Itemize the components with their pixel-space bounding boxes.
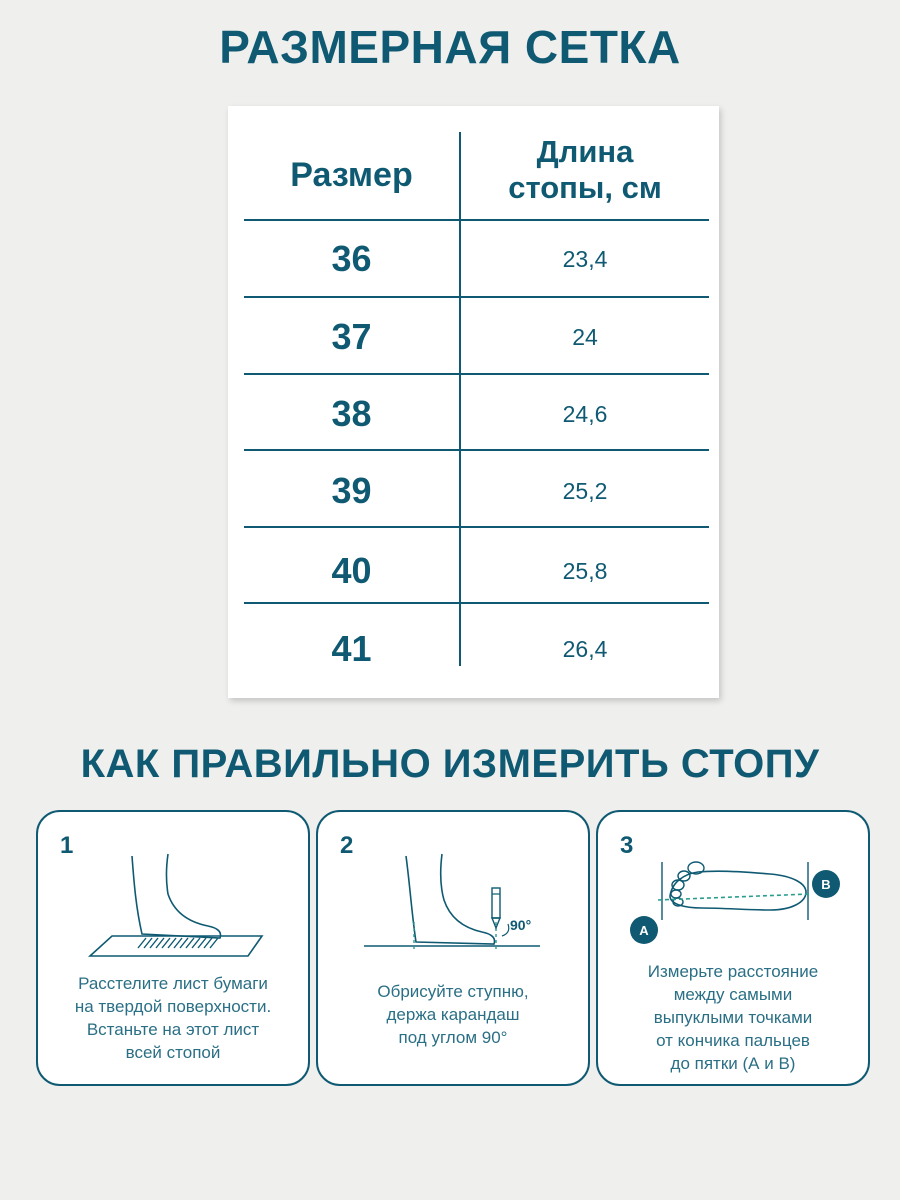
size-table (228, 106, 719, 698)
column-header-length-line2: стопы, см (508, 170, 662, 205)
page-title: РАЗМЕРНАЯ СЕТКА (219, 21, 681, 73)
table-row-length: 24,6 (562, 401, 608, 427)
row-divider (244, 526, 709, 528)
row-divider (244, 449, 709, 451)
table-row-size: 39 (331, 470, 372, 511)
angle-label: 90° (510, 917, 532, 933)
step-panel-2 (316, 810, 590, 1086)
table-row-size: 37 (331, 316, 372, 357)
step-number: 1 (60, 832, 74, 859)
table-row-length: 26,4 (562, 636, 608, 662)
step-number: 3 (620, 832, 634, 859)
table-row-length: 25,2 (562, 478, 608, 504)
table-row-length: 23,4 (562, 246, 608, 272)
howto-title: КАК ПРАВИЛЬНО ИЗМЕРИТЬ СТОПУ (80, 742, 820, 786)
step-panel-1 (36, 810, 310, 1086)
foot-tracing-pencil-icon (318, 838, 588, 978)
point-b-label: B (821, 877, 831, 892)
foot-measure-icon (598, 838, 868, 978)
row-divider (244, 373, 709, 375)
table-row-size: 36 (331, 238, 372, 279)
table-row-length: 25,8 (562, 558, 608, 584)
table-row-size: 38 (331, 393, 372, 434)
row-divider (244, 602, 709, 604)
table-row-size: 40 (331, 550, 372, 591)
step-description: Обрисуйте ступню, держа карандаш под углом 90° (377, 982, 529, 1047)
column-header-length (461, 134, 709, 206)
column-header-length-line1: Длина (536, 134, 634, 169)
column-divider (459, 132, 461, 666)
foot-on-paper-icon (38, 838, 308, 978)
row-divider (244, 219, 709, 221)
table-row-size: 41 (331, 628, 372, 669)
column-header-size: Размер (290, 156, 413, 194)
point-a-label: A (639, 923, 649, 938)
step-description: Расстелите лист бумаги на твердой поверхности. Встаньте на этот лист всей стопой (74, 974, 272, 1062)
row-divider (244, 296, 709, 298)
step-number: 2 (340, 832, 354, 859)
step-description: Измерьте расстояние между самыми выпуклыми точками от кончика пальцев до пятки (А и В) (647, 962, 819, 1073)
table-row-length: 24 (572, 324, 598, 350)
step-panel-3 (596, 810, 870, 1086)
